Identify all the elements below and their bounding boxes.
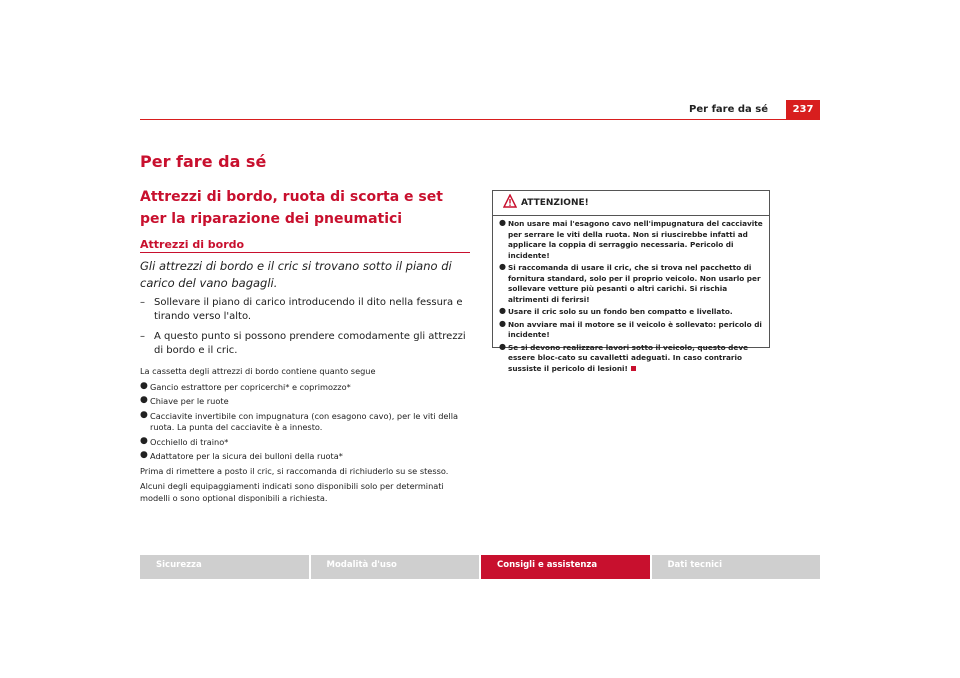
footer-tab-dati-tecnici[interactable]: Dati tecnici xyxy=(652,555,821,579)
step-text: A questo punto si possono prendere comodamente gli attrezzi di bordo e il cric. xyxy=(154,331,466,356)
header-title: Per fare da sé xyxy=(689,104,768,115)
step-item: – A questo punto si possono prendere comodamente gli attrezzi di bordo e il cric. xyxy=(140,330,476,358)
tool-item: ● Gancio estrattore per copricerchi* e coprimozzo* xyxy=(140,380,351,392)
body-note: Alcuni degli equipaggiamenti indicati sono disponibili solo per determinati modelli o sono optional disponibili a richiesta. xyxy=(140,481,444,503)
body-text xyxy=(140,366,475,508)
section-heading: Attrezzi di bordo xyxy=(140,238,245,251)
bullet-dot: ● xyxy=(499,262,506,271)
end-square-icon xyxy=(631,366,636,371)
warning-triangle-icon xyxy=(503,194,517,208)
bullet-dot: ● xyxy=(140,435,148,446)
warning-item: ● Se si devono realizzare lavori sotto il veicolo, questo deve essere bloc-cato su cavalletti adeguati. In caso contrario sussiste il pericolo di lesioni! xyxy=(499,341,749,373)
bullet-dot: ● xyxy=(499,218,506,227)
section-rule xyxy=(140,252,470,253)
bullet-dot: ● xyxy=(499,306,506,315)
warning-body xyxy=(499,219,765,376)
footer-tab-modalita-uso[interactable]: Modalità d'uso xyxy=(311,555,480,579)
bullet-dot: ● xyxy=(499,341,506,351)
tool-item: ● Occhiello di traino* xyxy=(140,435,229,447)
bullet-dot: ● xyxy=(140,380,148,391)
lead-text: Gli attrezzi di bordo e il cric si trovano sotto il piano di carico del vano bagagli. xyxy=(140,259,452,290)
tool-item: ● Adattatore per la sicura dei bulloni della ruota* xyxy=(140,450,343,461)
header-rule xyxy=(140,119,820,120)
bullet-dot: ● xyxy=(499,318,506,328)
tool-item: ● Cacciavite invertibile con impugnatura (con esagono cavo), per le viti della ruota. La punta del cacciavite è a innesto. xyxy=(140,409,459,432)
warning-title: ATTENZIONE! xyxy=(521,198,589,208)
sub-title: Attrezzi di bordo, ruota di scorta e set per la riparazione dei pneumatici xyxy=(140,189,443,227)
main-title: Per fare da sé xyxy=(140,152,267,171)
warning-header xyxy=(493,191,769,216)
step-item: – Sollevare il piano di carico introducendo il dito nella fessura e tirando verso l'alto. xyxy=(140,296,476,324)
bullet-dot: ● xyxy=(140,395,148,405)
footer-tab-consigli-assistenza[interactable]: Consigli e assistenza xyxy=(481,555,650,579)
bullet-dot: ● xyxy=(140,409,148,420)
footer-nav xyxy=(140,555,820,579)
page-number: 237 xyxy=(786,100,820,120)
step-text: Sollevare il piano di carico introducendo il dito nella fessura e tirando verso l'alto. xyxy=(154,297,463,322)
warning-item: ● Non avviare mai il motore se il veicolo è sollevato: pericolo di incidente! xyxy=(499,318,762,339)
tool-item: ● Chiave per le ruote xyxy=(140,395,229,406)
warning-box xyxy=(492,190,770,373)
warning-item: ● Non usare mai l'esagono cavo nell'impugnatura del cacciavite per serrare le viti della ruota. Non si riuscirebbe infatti ad applicare la coppia di serraggio necessaria. Pericolo di incidente! xyxy=(499,218,763,260)
steps-list xyxy=(140,296,476,364)
warning-item: ● Si raccomanda di usare il cric, che si trova nel pacchetto di fornitura standard, solo per il proprio veicolo. Non usarlo per sollevare vetture più pesanti o altri carichi. Si rischia altrimenti di ferirsi! xyxy=(499,262,761,304)
body-intro: La cassetta degli attrezzi di bordo contiene quanto segue xyxy=(140,366,376,376)
footer-tab-sicurezza[interactable]: Sicurezza xyxy=(140,555,309,579)
warning-item: ● Usare il cric solo su un fondo ben compatto e livellato. xyxy=(499,306,733,316)
body-note: Prima di rimettere a posto il cric, si raccomanda di richiuderlo su se stesso. xyxy=(140,465,449,476)
bullet-dot: ● xyxy=(140,450,148,460)
